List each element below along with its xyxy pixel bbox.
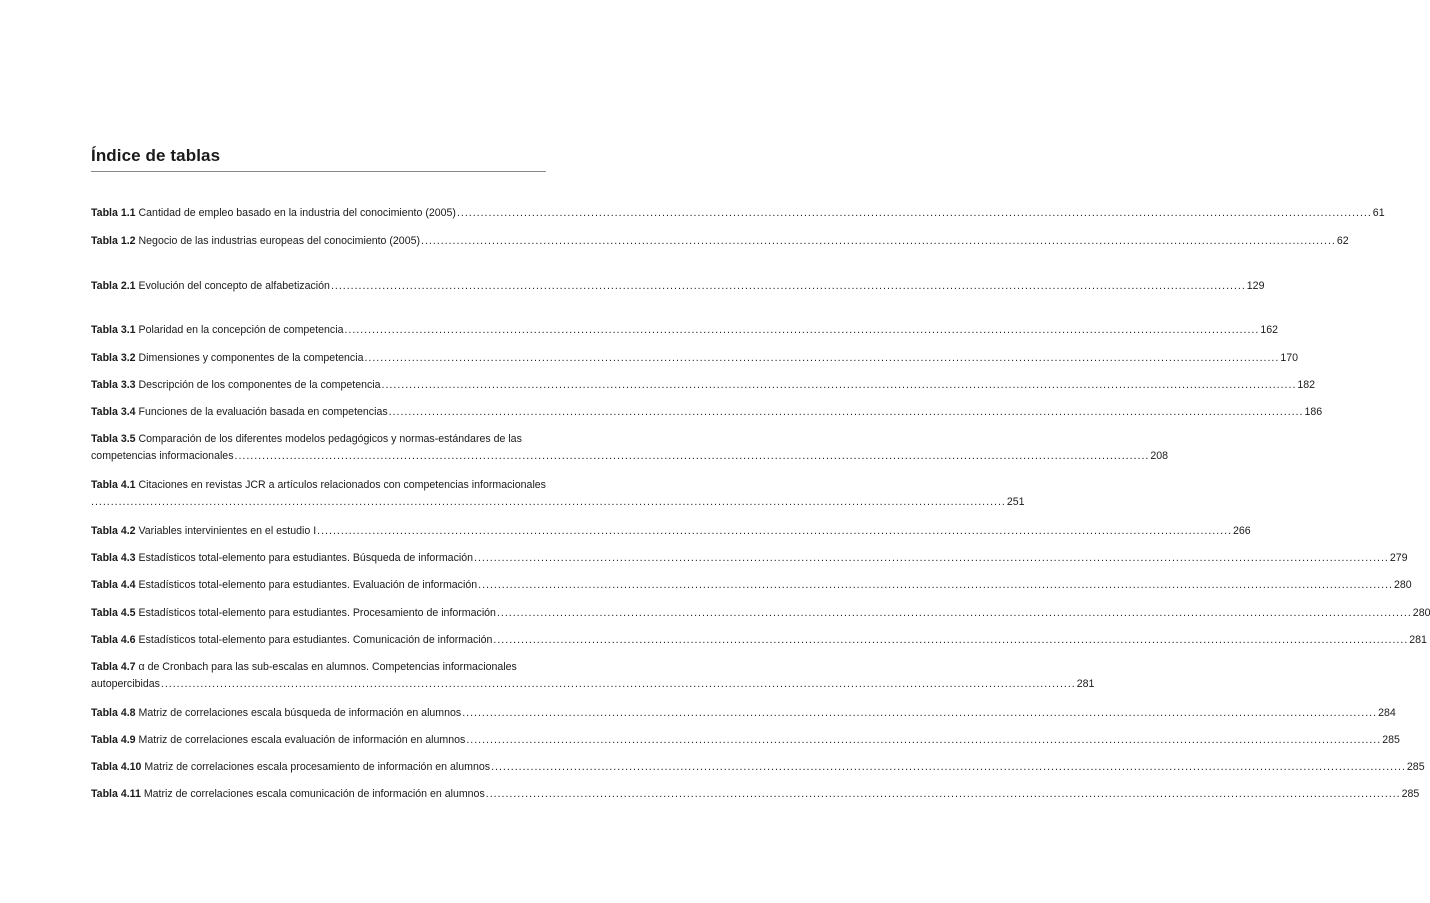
toc-entry-3-5[interactable] — [91, 431, 1169, 465]
dot-leader — [421, 233, 1336, 250]
entry-page: 182 — [1297, 379, 1316, 391]
entry-page: 208 — [1150, 450, 1169, 462]
dot-leader — [382, 377, 1297, 394]
entry-title: Matriz de correlaciones escala procesamiento de información en alumnos — [144, 761, 491, 773]
toc-entry-4-9[interactable] — [91, 732, 1400, 749]
entry-label: Tabla 4.2 — [91, 525, 136, 537]
entry-page: 170 — [1280, 352, 1298, 364]
dot-leader — [462, 705, 1377, 722]
entry-title-continued: autopercibidas — [91, 678, 160, 690]
toc-entry-4-2[interactable] — [91, 523, 1251, 540]
entry-page: 281 — [1409, 634, 1427, 646]
entry-label: Tabla 1.1 — [91, 207, 136, 219]
entry-label: Tabla 4.4 — [91, 579, 136, 591]
entry-title: Variables intervinientes en el estudio I — [138, 525, 317, 537]
entry-page: 279 — [1389, 552, 1408, 564]
entry-label: Tabla 4.3 — [91, 552, 136, 564]
dot-leader — [161, 676, 1076, 693]
entry-label: Tabla 4.9 — [91, 734, 136, 746]
entry-label: Tabla 3.3 — [91, 379, 136, 391]
toc-entry-4-8[interactable] — [91, 705, 1396, 722]
toc-entry-4-6[interactable] — [91, 632, 1427, 649]
entry-label: Tabla 4.6 — [91, 634, 136, 646]
entry-label: Tabla 4.7 — [91, 661, 136, 673]
entry-title: Estadísticos total-elemento para estudiantes. Búsqueda de información — [138, 552, 474, 564]
entry-title-continued: competencias informacionales — [91, 450, 234, 462]
dot-leader — [486, 786, 1401, 803]
entry-label: Tabla 3.5 — [91, 433, 136, 445]
entry-label: Tabla 4.5 — [91, 607, 136, 619]
entry-label: Tabla 4.8 — [91, 707, 136, 719]
entry-title: Matriz de correlaciones escala evaluación de información en alumnos — [138, 734, 466, 746]
dot-leader — [457, 205, 1372, 222]
toc-entry-1-1[interactable] — [91, 205, 1385, 222]
dot-leader — [389, 404, 1304, 421]
entry-page: 285 — [1406, 761, 1425, 773]
dot-leader — [493, 632, 1408, 649]
entry-title: Descripción de los componentes de la competencia — [138, 379, 381, 391]
entry-title: Estadísticos total-elemento para estudiantes. Evaluación de información — [138, 579, 478, 591]
entry-page: 284 — [1378, 707, 1396, 719]
dot-leader — [466, 732, 1381, 749]
dot-leader — [497, 605, 1412, 622]
dot-leader — [91, 494, 1006, 511]
toc-entry-4-7[interactable] — [91, 659, 1095, 693]
entry-page: 281 — [1076, 678, 1095, 690]
entry-title: Polaridad en la concepción de competencia — [138, 324, 344, 336]
entry-page: 129 — [1246, 280, 1265, 292]
toc-entry-3-3[interactable] — [91, 377, 1316, 394]
entry-label: Tabla 3.1 — [91, 324, 136, 336]
entry-title: Funciones de la evaluación basada en competencias — [138, 406, 388, 418]
entry-page: 280 — [1412, 607, 1430, 619]
dot-leader — [474, 550, 1389, 567]
entry-title: Cantidad de empleo basado en la industria del conocimiento (2005) — [138, 207, 456, 219]
page-title: Índice de tablas — [91, 146, 221, 165]
entry-page: 162 — [1260, 324, 1278, 336]
entry-title: Dimensiones y componentes de la competencia — [138, 352, 364, 364]
toc-entry-3-1[interactable] — [91, 322, 1278, 339]
entry-label: Tabla 4.11 — [91, 788, 141, 800]
entry-page: 285 — [1401, 788, 1420, 800]
entry-title: Citaciones en revistas JCR a artículos relacionados con competencias informacionales — [138, 479, 546, 491]
title-divider — [91, 171, 546, 172]
toc-entry-3-4[interactable] — [91, 404, 1323, 421]
entry-title: α de Cronbach para las sub-escalas en alumnos. Competencias informacionales — [138, 661, 517, 673]
entry-label: Tabla 3.4 — [91, 406, 136, 418]
toc-entry-2-1[interactable] — [91, 278, 1265, 295]
entry-title: Estadísticos total-elemento para estudiantes. Comunicación de información — [138, 634, 493, 646]
toc-entry-4-3[interactable] — [91, 550, 1408, 567]
toc-entry-4-5[interactable] — [91, 605, 1430, 622]
toc-entry-4-10[interactable] — [91, 759, 1425, 776]
entry-label: Tabla 2.1 — [91, 280, 136, 292]
dot-leader — [344, 322, 1259, 339]
toc-entry-4-11[interactable] — [91, 786, 1420, 803]
entry-label: Tabla 3.2 — [91, 352, 136, 364]
entry-label: Tabla 1.2 — [91, 235, 136, 247]
dot-leader — [478, 577, 1393, 594]
entry-title: Comparación de los diferentes modelos pedagógicos y normas-estándares de las — [138, 433, 522, 445]
entry-page: 61 — [1372, 207, 1385, 219]
dot-leader — [317, 523, 1232, 540]
dot-leader — [235, 448, 1150, 465]
dot-leader — [331, 278, 1246, 295]
entry-title: Matriz de correlaciones escala búsqueda de información en alumnos — [138, 707, 462, 719]
entry-page: 62 — [1336, 235, 1349, 247]
dot-leader — [491, 759, 1406, 776]
entry-label: Tabla 4.10 — [91, 761, 142, 773]
entry-label: Tabla 4.1 — [91, 479, 136, 491]
entry-title: Evolución del concepto de alfabetización — [138, 280, 330, 292]
entry-title: Matriz de correlaciones escala comunicación de información en alumnos — [143, 788, 485, 800]
entry-page: 266 — [1233, 525, 1251, 537]
dot-leader — [364, 350, 1279, 367]
entry-page: 280 — [1393, 579, 1412, 591]
entry-title: Negocio de las industrias europeas del conocimiento (2005) — [138, 235, 421, 247]
entry-page: 186 — [1304, 406, 1323, 418]
entry-page: 251 — [1006, 496, 1025, 508]
toc-entry-4-1[interactable] — [91, 477, 1025, 511]
toc-entry-4-4[interactable] — [91, 577, 1412, 594]
entry-page: 285 — [1382, 734, 1400, 746]
entry-title: Estadísticos total-elemento para estudiantes. Procesamiento de información — [138, 607, 496, 619]
toc-entry-3-2[interactable] — [91, 350, 1298, 367]
toc-entry-1-2[interactable] — [91, 233, 1349, 250]
